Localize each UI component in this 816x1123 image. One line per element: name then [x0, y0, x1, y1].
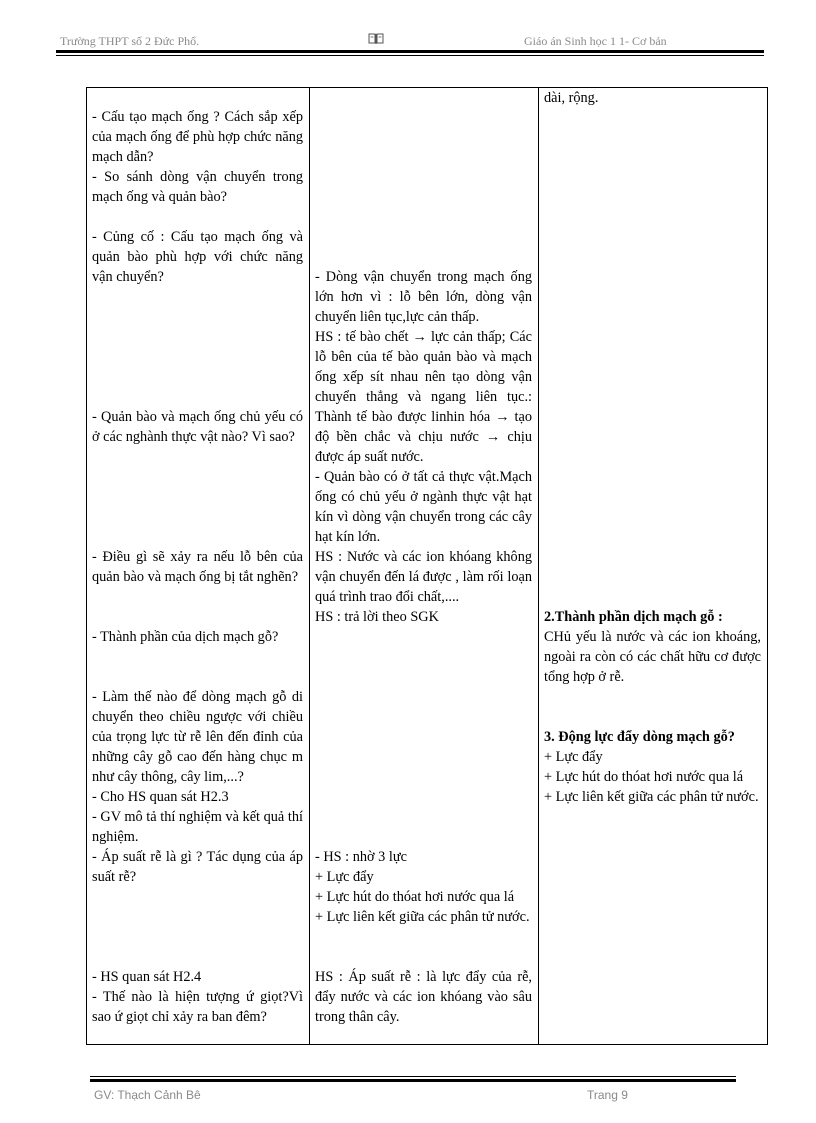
question-text: - HS quan sát H2.4 [92, 969, 202, 985]
answer-block-2 [315, 847, 532, 927]
question-block-1 [92, 107, 303, 207]
content-text: CHủ yếu là nước và các ion khoáng, ngoài ra còn có các chất hữu cơ được tổng hợp ở rễ. [544, 629, 761, 685]
question-block-4 [92, 547, 303, 587]
question-block-7 [92, 967, 303, 1027]
content-block-1 [544, 88, 761, 108]
content-block-3 [544, 727, 761, 807]
question-block-2 [92, 227, 303, 287]
footer-rule-thin [90, 1076, 736, 1077]
content-text: + Lực đẩy [544, 749, 603, 765]
content-text: dài, rộng. [544, 90, 599, 106]
question-text: - Cho HS quan sát H2.3 [92, 789, 229, 805]
question-block-6 [92, 687, 303, 887]
footer-teacher: GV: Thạch Cảnh Bê [94, 1088, 201, 1102]
question-text: - Cấu tạo mạch ống ? Cách sắp xếp của mạch ống để phù hợp chức năng mạch dẫn? [92, 109, 303, 165]
question-text: - Áp suất rễ là gì ? Tác dụng của áp suất rễ? [92, 849, 303, 885]
teacher-activity-column [87, 88, 310, 1045]
answer-text: - Quản bào có ở tất cả thực vật.Mạch ống có chủ yếu ở ngành thực vật hạt kín vì dòng vận chuyển trong các cây hạt kín lớn. [315, 469, 532, 545]
answer-text: + Lực hút do thóat hơi nước qua lá [315, 889, 515, 905]
question-block-3 [92, 407, 303, 447]
lesson-table [86, 87, 768, 1045]
answer-text: + Lực đẩy [315, 869, 374, 885]
content-column [539, 88, 768, 1045]
page-number: Trang 9 [587, 1088, 628, 1102]
header-rule [56, 50, 764, 53]
question-text: - Thế nào là hiện tượng ứ giọt?Vì sao ứ giọt chỉ xảy ra ban đêm? [92, 989, 303, 1025]
answer-text: - Dòng vận chuyển trong mạch ống lớn hơn vì : lỗ bên lớn, dòng vận chuyển liên tục,lực cản thấp. [315, 269, 532, 325]
footer-rule [90, 1079, 736, 1082]
question-text: - Quản bào và mạch ống chủ yếu có ở các nghành thực vật nào? Vì sao? [92, 409, 303, 445]
answer-text: + Lực liên kết giữa các phân tử nước. [315, 909, 530, 925]
answer-text: HS : tế bào chết → lực cản thấp; Các lỗ bên của tế bào quản bào và mạch ống xếp sít nhau nên tạo dòng vận chuyển thẳng và ngang liên tục.: Thành tế bào được linhin hóa → tạo độ bền chắc và chịu nước → chịu được áp suất nước. [315, 329, 532, 465]
student-activity-column [310, 88, 539, 1045]
section-heading: 3. Động lực đẩy dòng mạch gỗ? [544, 729, 735, 745]
question-text: - Làm thế nào để dòng mạch gỗ di chuyển theo chiều ngược với chiều của trọng lực từ rễ lên đến đỉnh của những cây gỗ cao đến hàng chục m như cây thông, cây lim,...? [92, 689, 303, 785]
answer-text: HS : Áp suất rễ : là lực đẩy của rễ, đẩy nước và các ion khóang vào sâu trong thân cây. [315, 969, 532, 1025]
content-block-2 [544, 607, 761, 687]
question-block-5 [92, 627, 303, 647]
question-text: - GV mô tả thí nghiệm và kết quả thí nghiệm. [92, 809, 303, 845]
answer-text: HS : trả lời theo SGK [315, 609, 439, 625]
header-school: Trường THPT số 2 Đức Phổ. [60, 34, 200, 48]
section-heading: 2.Thành phần dịch mạch gỗ : [544, 609, 723, 625]
answer-block-3 [315, 967, 532, 1027]
header-subject: Giáo án Sinh học 1 1- Cơ bản [524, 34, 667, 48]
answer-text: HS : Nước và các ion khóang không vận chuyển đến lá được , làm rối loạn quá trình trao đổi chất,.... [315, 549, 532, 605]
header-rule-thin [56, 55, 764, 56]
content-text: + Lực liên kết giữa các phân tử nước. [544, 789, 759, 805]
answer-text: - HS : nhờ 3 lực [315, 849, 407, 865]
question-text: - Điều gì sẽ xảy ra nếu lỗ bên của quản bào và mạch ống bị tắt nghẽn? [92, 549, 303, 585]
book-icon [368, 33, 384, 45]
question-text: - So sánh dòng vận chuyển trong mạch ống và quản bào? [92, 169, 303, 205]
question-text: - Củng cố : Cấu tạo mạch ống và quản bào phù hợp với chức năng vận chuyển? [92, 229, 303, 285]
answer-block-1 [315, 267, 532, 627]
question-text: - Thành phần của dịch mạch gỗ? [92, 629, 279, 645]
content-text: + Lực hút do thóat hơi nước qua lá [544, 769, 744, 785]
